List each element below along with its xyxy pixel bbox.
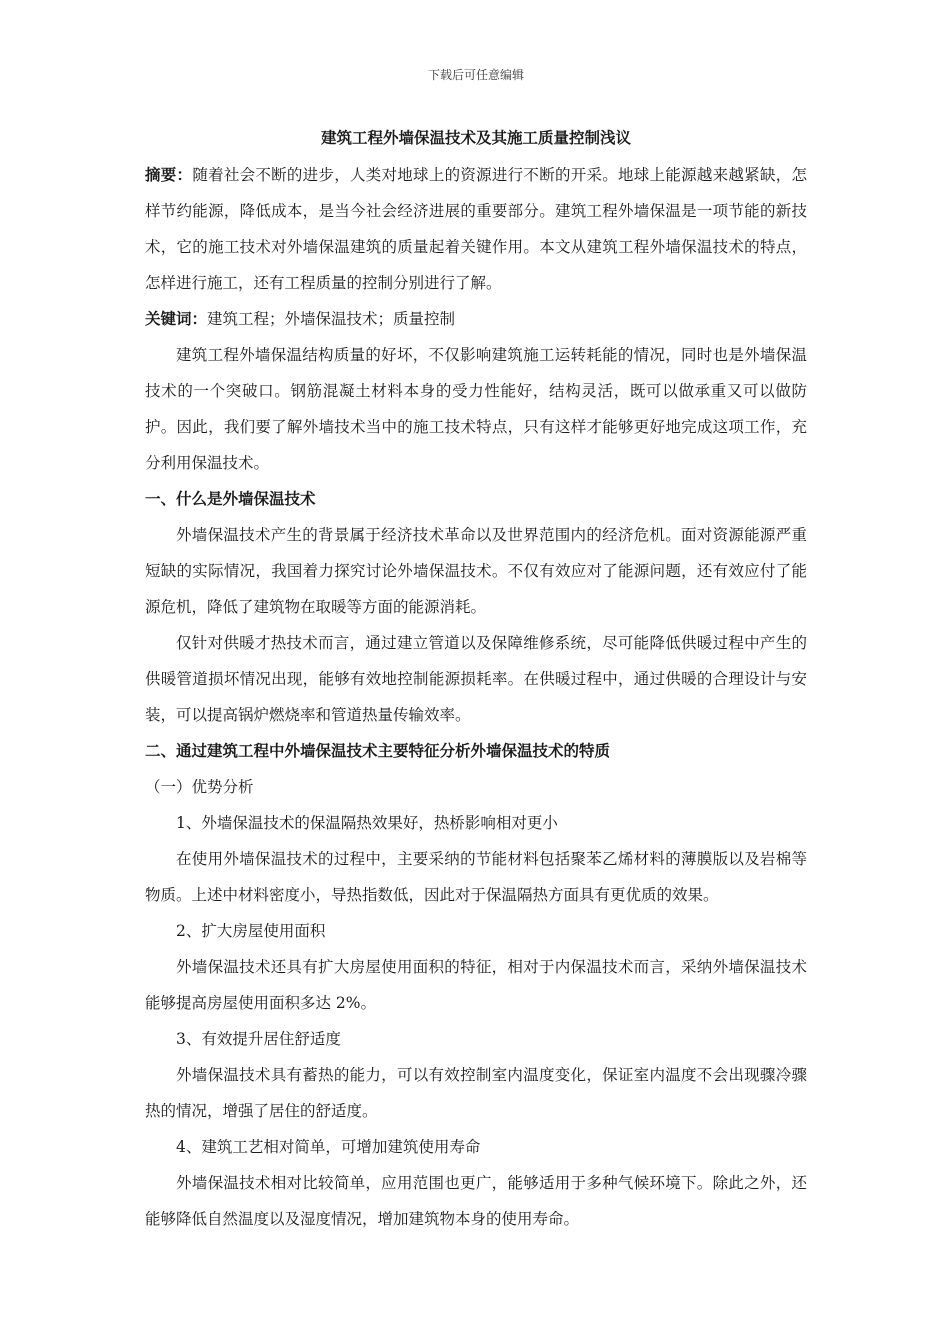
document-title: 建筑工程外墙保温技术及其施工质量控制浅议 — [320, 128, 631, 147]
keywords-text: 建筑工程；外墙保温技术；质量控制 — [207, 310, 456, 328]
section1-heading: 一、什么是外墙保温技术 — [145, 489, 316, 508]
item-title: 1、外墙保温技术的保温隔热效果好，热桥影响相对更小 — [176, 814, 558, 832]
document-body — [145, 157, 807, 1237]
item-title: 3、有效提升居住舒适度 — [176, 1030, 341, 1048]
intro-paragraph: 建筑工程外墙保温结构质量的好坏，不仅影响建筑施工运转耗能的情况，同时也是外墙保温技术的一个突破口。钢筋混凝土材料本身的受力性能好，结构灵活，既可以做承重又可以做防护。因此，我们要了解外墙技术当中的施工技术特点，只有这样才能够更好地完成这项工作，充分利用保温技术。 — [145, 346, 807, 472]
item-title: 4、建筑工艺相对简单，可增加建筑使用寿命 — [176, 1138, 481, 1156]
section2-heading: 二、通过建筑工程中外墙保温技术主要特征分析外墙保温技术的特质 — [145, 741, 611, 760]
keywords-paragraph — [145, 301, 807, 337]
item-title: 2、扩大房屋使用面积 — [176, 922, 326, 940]
item-paragraph: 在使用外墙保温技术的过程中，主要采纳的节能材料包括聚苯乙烯材料的薄膜版以及岩棉等物质。上述中材料密度小，导热指数低，因此对于保温隔热方面具有更优质的效果。 — [145, 850, 807, 904]
section1-paragraph: 仅针对供暖才热技术而言，通过建立管道以及保障维修系统，尽可能降低供暖过程中产生的供暖管道损坏情况出现，能够有效地控制能源损耗率。在供暖过程中，通过供暖的合理设计与安装，可以提高锅炉燃烧率和管道热量传输效率。 — [145, 634, 807, 724]
header-note: 下载后可任意编辑 — [427, 68, 524, 82]
section1-paragraph: 外墙保温技术产生的背景属于经济技术革命以及世界范围内的经济危机。面对资源能源严重短缺的实际情况，我国着力探究讨论外墙保温技术。不仅有效应对了能源问题，还有效应付了能源危机，降低了建筑物在取暖等方面的能源消耗。 — [145, 526, 807, 616]
abstract-label: 摘要： — [145, 165, 193, 184]
abstract-text: 随着社会不断的进步，人类对地球上的资源进行不断的开采。地球上能源越来越紧缺，怎样节约能源，降低成本，是当今社会经济进展的重要部分。建筑工程外墙保温是一项节能的新技术，它的施工技术对外墙保温建筑的质量起着关键作用。本文从建筑工程外墙保温技术的特点，怎样进行施工，还有工程质量的控制分别进行了解。 — [145, 166, 807, 292]
item-paragraph: 外墙保温技术具有蓄热的能力，可以有效控制室内温度变化，保证室内温度不会出现骤冷骤热的情况，增强了居住的舒适度。 — [145, 1066, 807, 1120]
section2-subheading: （一）优势分析 — [145, 778, 254, 796]
abstract-paragraph — [145, 157, 807, 301]
keywords-label: 关键词： — [145, 309, 208, 328]
item-paragraph: 外墙保温技术相对比较简单，应用范围也更广，能够适用于多种气候环境下。除此之外，还能够降低自然温度以及湿度情况，增加建筑物本身的使用寿命。 — [145, 1174, 807, 1228]
item-paragraph: 外墙保温技术还具有扩大房屋使用面积的特征，相对于内保温技术而言，采纳外墙保温技术能够提高房屋使用面积多达 2%。 — [145, 958, 807, 1012]
